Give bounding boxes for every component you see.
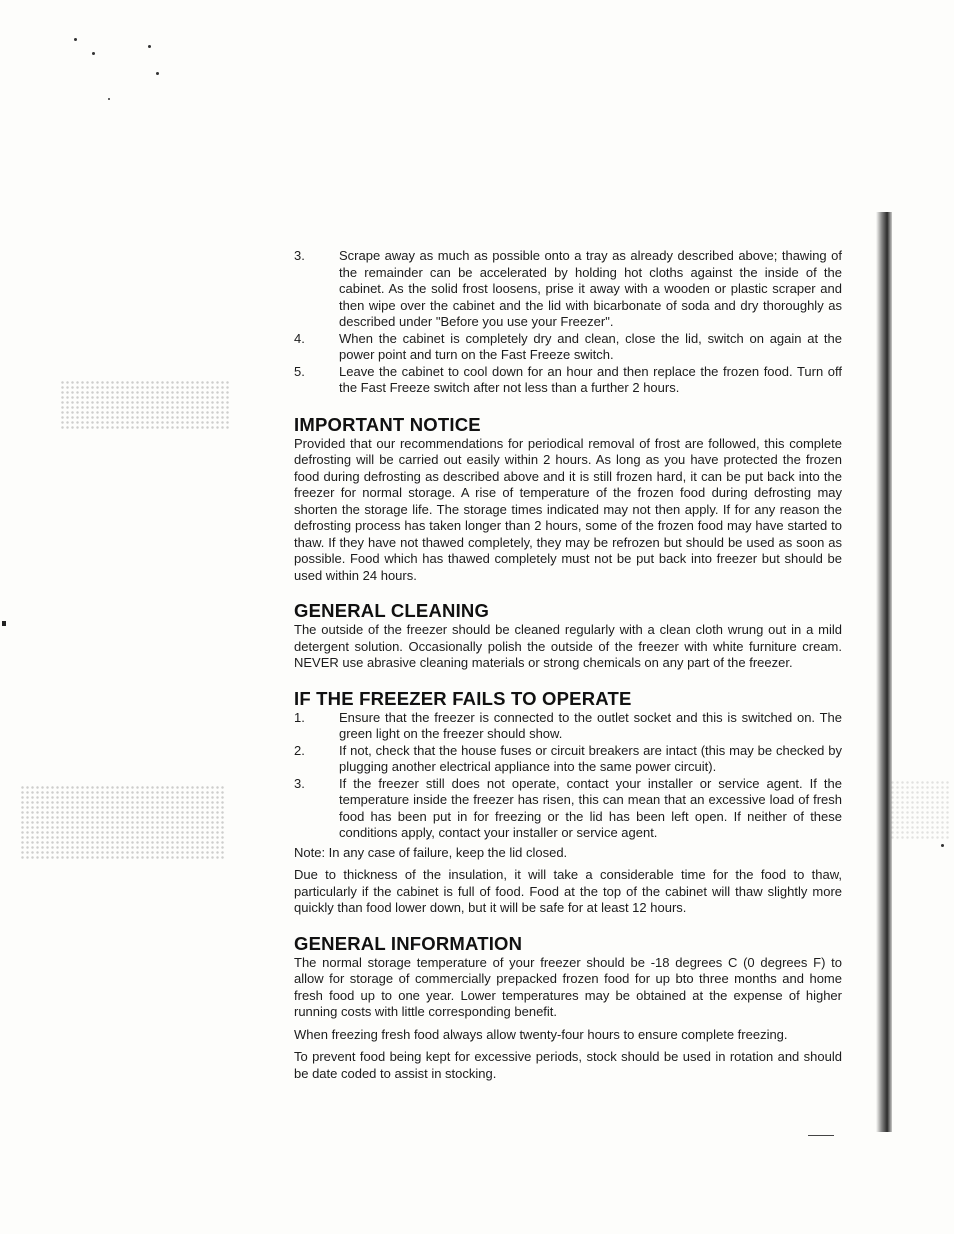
list-item-number: 2.	[294, 742, 305, 758]
stock-rotation-paragraph: To prevent food being kept for excessive periods, stock should be used in rotation and should be date coded to assist in stocking.	[294, 1049, 842, 1081]
list-item-number: 3.	[294, 248, 305, 263]
scan-speckle-bottom	[20, 785, 225, 860]
list-item-text: If the freezer still does not operate, contact your installer or service agent. If the temperature inside the freezer has risen, this can mean that an excessive load of fresh food has been put in for freezing or the lid has been left open. If neither of these conditions apply, contact your installer or service agent.	[339, 775, 842, 840]
scan-dot	[108, 98, 110, 100]
scan-dash	[808, 1135, 834, 1136]
scan-dot	[74, 38, 77, 41]
scan-dot	[92, 52, 95, 55]
thaw-paragraph: Due to thickness of the insulation, it will take a considerable time for the food to thaw, particularly if the cabinet is full of food. Food at the top of the cabinet will thaw slightly more quickly than food lower down, but it will be safe for at least 12 hours.	[294, 867, 842, 915]
important-notice-section	[294, 414, 842, 585]
general-information-heading: GENERAL INFORMATION	[294, 932, 523, 954]
list-item	[294, 776, 842, 842]
important-notice-body: Provided that our recommendations for periodical removal of frost are followed, this complete defrosting will be carried out easily within 2 hours. As long as you have protected the frozen food during defrosting as described above and it is still frozen hard, it can be put back into the freezer for normal storage. A rise of temperature of the frozen food during defrosting may shorten the storage life. The storage times indicated may not then apply. If for any reason the defrosting process has taken longer than 2 hours, some of the frozen food may have started to thaw. If they have not thawed completely, they may be refrozen but should be used as soon as possible. Food which has thawed completely must not be put back into freezer but should be used within 24 hours.	[294, 435, 842, 583]
document-content	[294, 248, 842, 1082]
list-item-text: If not, check that the house fuses or circuit breakers are intact (this may be checked by plugging another electrical appliance into the same power circuit).	[339, 742, 842, 774]
list-item-text: Leave the cabinet to cool down for an hour and then replace the frozen food. Turn off the Fast Freeze switch after not less than a further 2 hours.	[339, 363, 842, 395]
storage-temperature-paragraph: The normal storage temperature of your freezer should be -18 degrees C (0 degrees F) to allow for storage of commercially prepacked frozen food for up bto three months and home fresh food up to one year. Lower temperatures may be obtained at the expense of higher running costs with little corresponding benefit.	[294, 954, 842, 1019]
list-item	[294, 710, 842, 743]
scan-mark	[2, 621, 6, 626]
troubleshooting-list	[294, 710, 842, 842]
general-cleaning-heading: GENERAL CLEANING	[294, 600, 490, 621]
list-item-text: Scrape away as much as possible onto a tray as already described above; thawing of the remainder can be accelerated by holding hot cloths against the inside of the cabinet. As the solid frost loosens, prise it away with a wooden or plastic scraper and then wipe over the cabinet and the lid with bicarbonate of soda and dry thoroughly as described under "Before you use your Freezer".	[339, 248, 842, 329]
freezer-fails-section	[294, 688, 842, 917]
list-item-number: 5.	[294, 363, 305, 379]
general-cleaning-section	[294, 600, 842, 672]
general-information-section	[294, 933, 842, 1083]
list-item	[294, 743, 842, 776]
scan-speckle-top	[60, 380, 230, 430]
general-cleaning-body: The outside of the freezer should be cleaned regularly with a clean cloth wrung out in a mild detergent solution. Occasionally polish the outside of the freezer with white furniture cream. NEVER use abrasive cleaning materials or strong chemicals on any part of the freezer.	[294, 622, 842, 670]
list-item	[294, 364, 842, 397]
failure-note: Note: In any case of failure, keep the lid closed.	[294, 844, 568, 860]
defrost-steps-list	[294, 248, 842, 397]
freezer-fails-heading: IF THE FREEZER FAILS TO OPERATE	[294, 687, 632, 709]
list-item-number: 4.	[294, 330, 305, 346]
list-item-text: Ensure that the freezer is connected to the outlet socket and this is switched on. The green light on the freezer should show.	[339, 709, 842, 741]
freezing-time-paragraph: When freezing fresh food always allow twenty-four hours to ensure complete freezing.	[294, 1026, 788, 1042]
scan-dot	[148, 45, 151, 48]
scan-edge-shadow	[876, 212, 892, 1132]
list-item	[294, 331, 842, 364]
important-notice-heading: IMPORTANT NOTICE	[294, 413, 481, 435]
list-item-number: 1.	[294, 709, 305, 725]
list-item-text: When the cabinet is completely dry and clean, close the lid, switch on again at the power point and turn on the Fast Freeze switch.	[339, 330, 842, 362]
list-item-number: 3.	[294, 775, 305, 791]
scan-dot	[941, 844, 944, 847]
scan-speckle-right	[890, 780, 950, 840]
scan-dot	[156, 72, 159, 75]
list-item	[294, 248, 842, 331]
